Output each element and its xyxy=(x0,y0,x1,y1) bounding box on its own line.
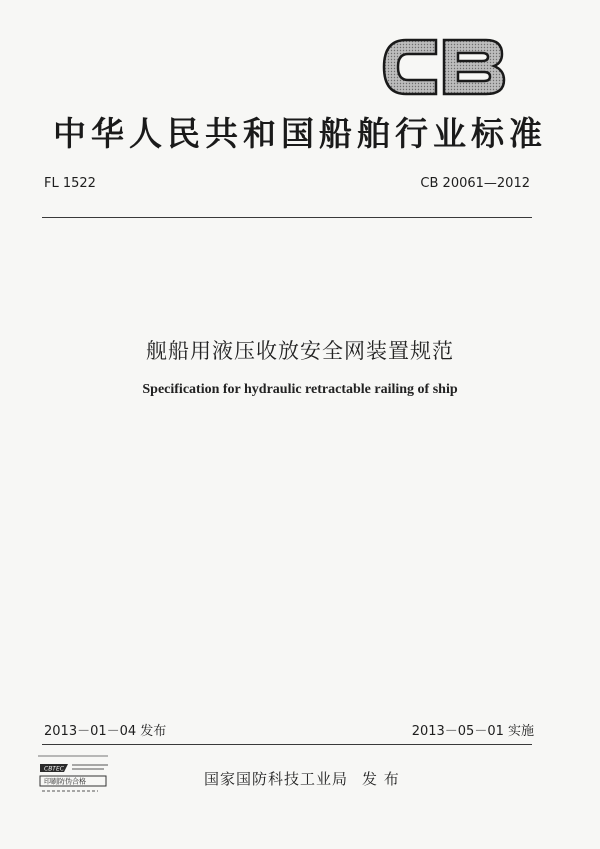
publisher-line xyxy=(204,768,400,789)
header-divider xyxy=(42,217,532,218)
stamp-brand: CBTEC xyxy=(44,765,64,773)
footer-divider xyxy=(42,744,532,745)
publisher-name: 国家国防科技工业局 xyxy=(204,770,349,788)
cb-logo xyxy=(378,34,510,100)
organization-title: 中华人民共和国船舶行业标准 xyxy=(53,114,547,153)
anti-counterfeit-stamp xyxy=(38,752,118,796)
standard-number: CB 20061—2012 xyxy=(420,176,530,191)
english-title: Specification for hydraulic retractable railing of ship xyxy=(142,382,458,397)
publish-verb: 发 布 xyxy=(362,770,400,788)
implementation-date: 2013－05－01 实施 xyxy=(411,724,534,739)
stamp-label: 印刷防伪合格 xyxy=(44,777,86,786)
chinese-title: 舰船用液压收放安全网装置规范 xyxy=(146,339,454,363)
issue-date: 2013－01－04 发布 xyxy=(44,724,167,739)
classification-code: FL 1522 xyxy=(44,176,96,191)
